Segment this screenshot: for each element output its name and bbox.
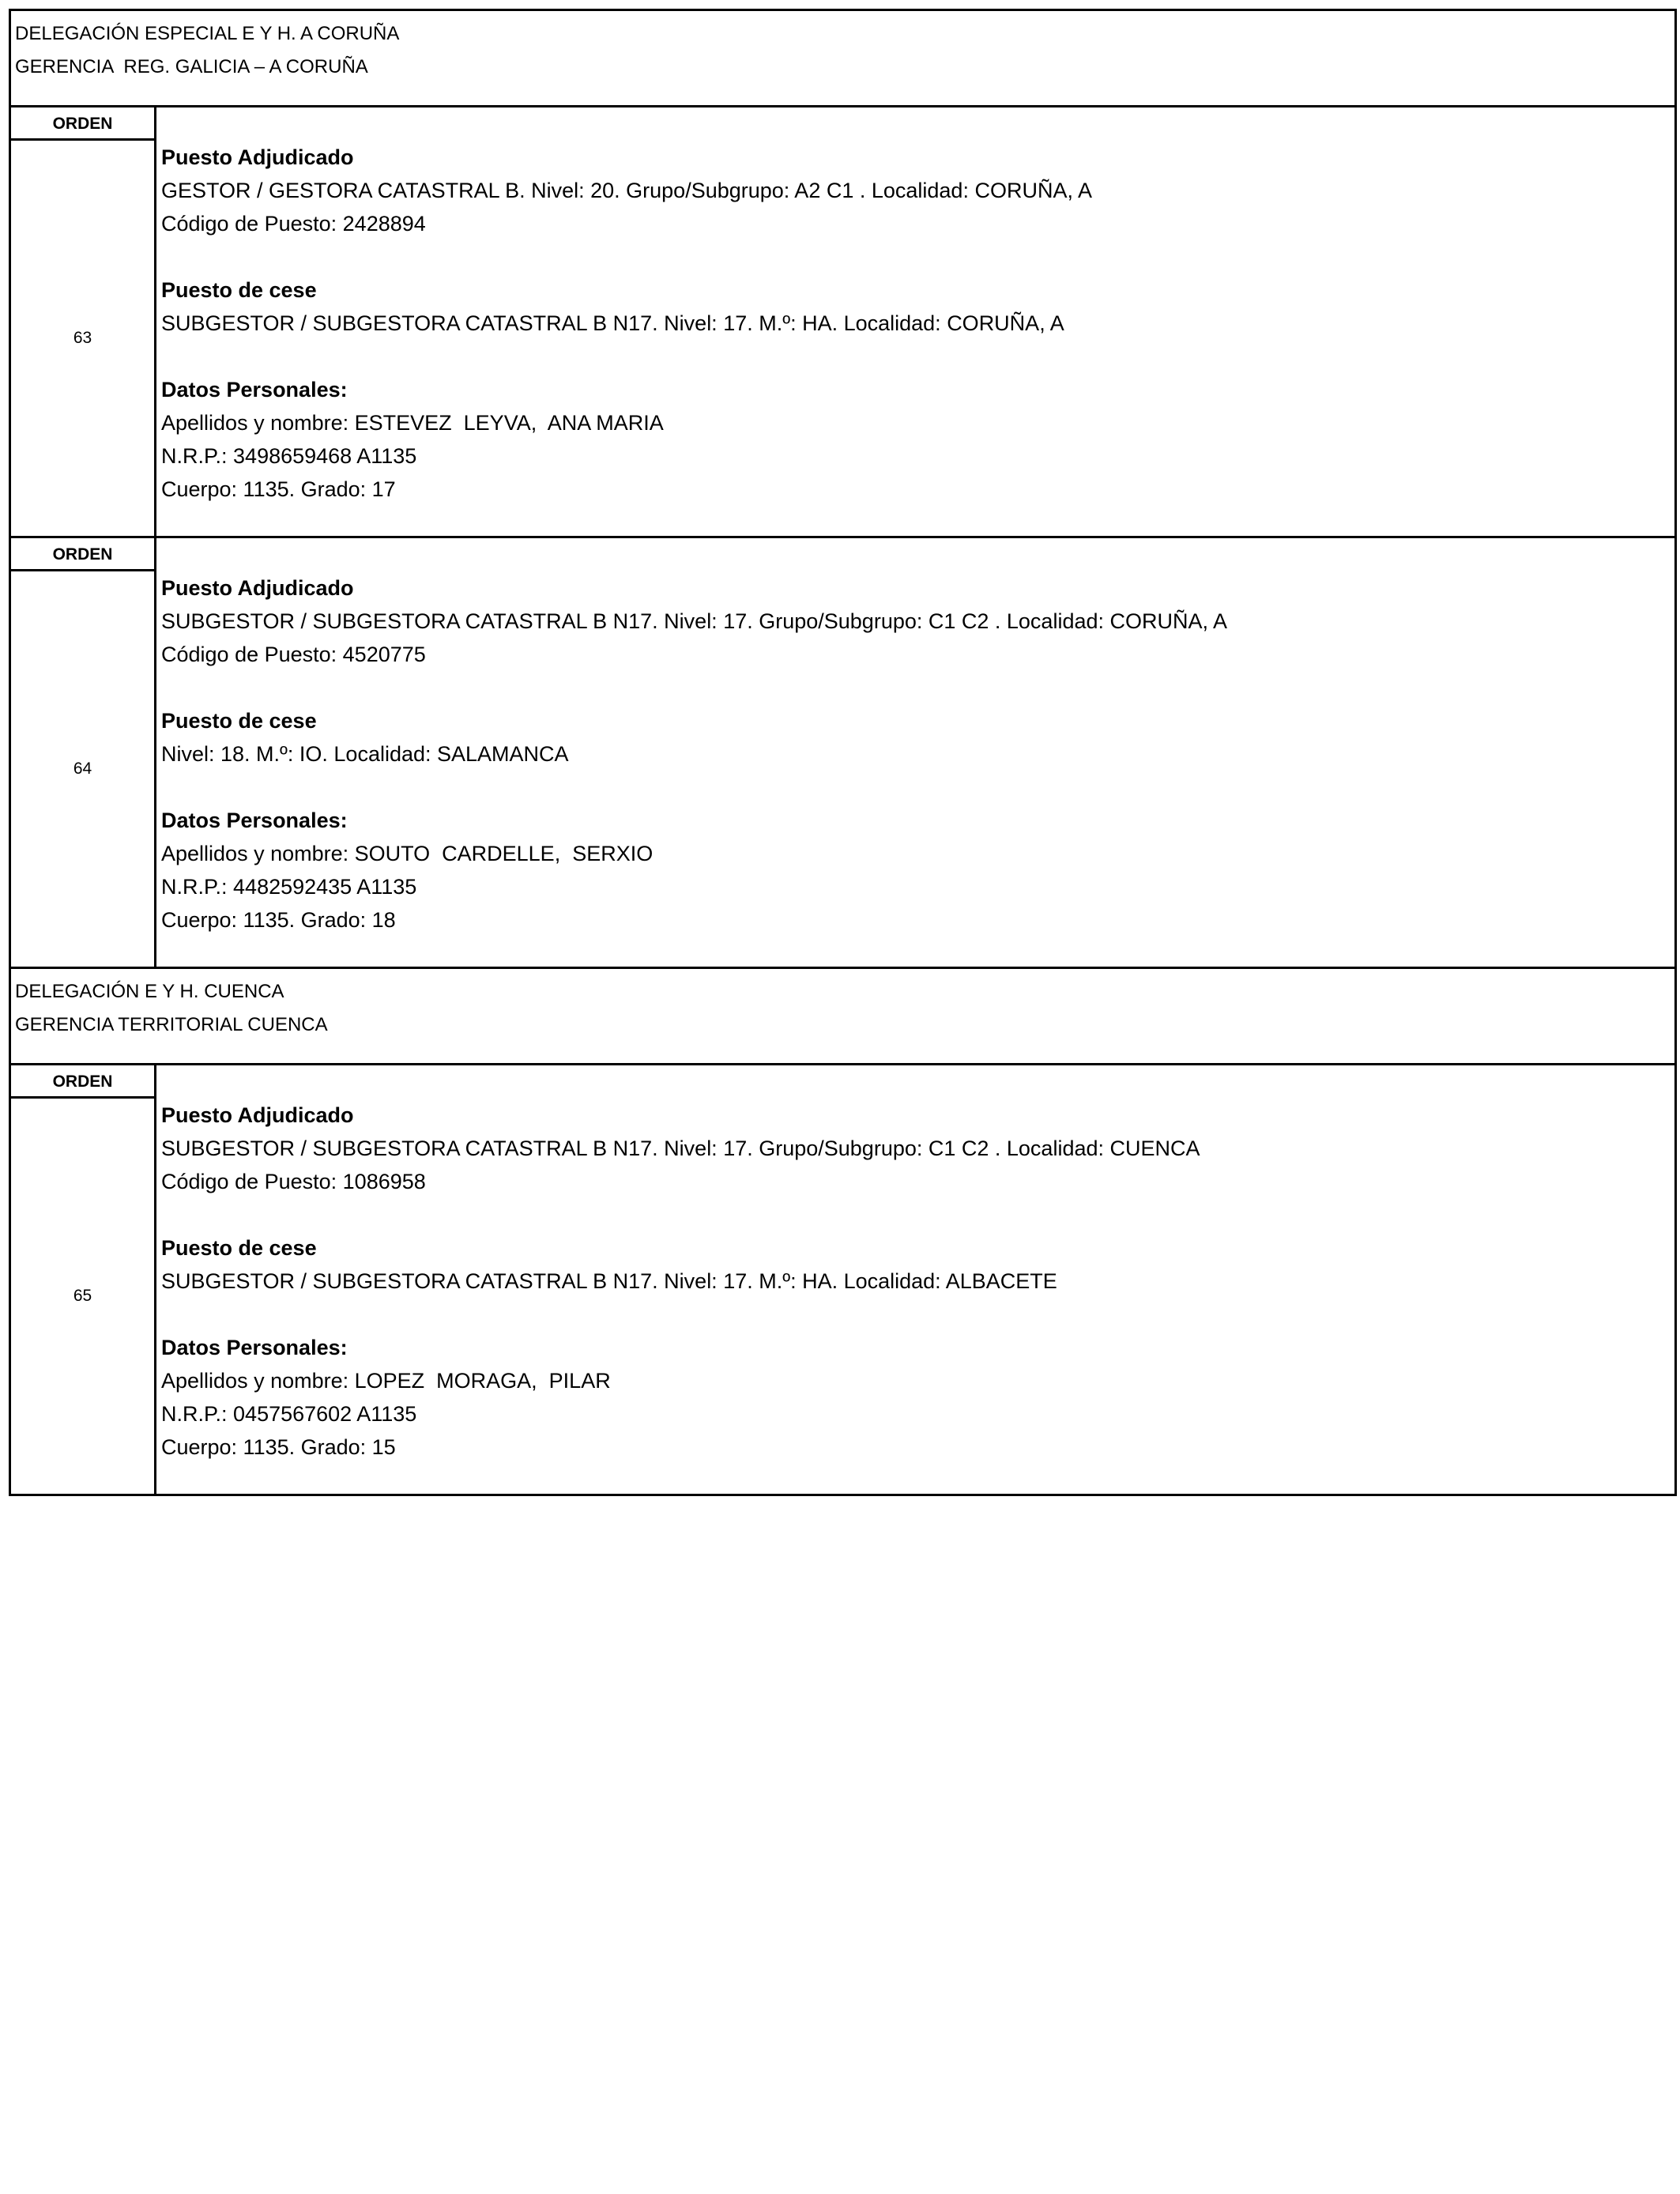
entry-details: [156, 107, 1674, 536]
entry-details: [156, 1065, 1674, 1494]
cuerpo-grado: Cuerpo: 1135. Grado: 17: [161, 477, 396, 501]
orden-label: ORDEN: [11, 538, 154, 571]
apellidos-nombre: Apellidos y nombre: SOUTO CARDELLE, SERXIO: [161, 842, 654, 865]
datos-personales-title: Datos Personales:: [161, 1336, 348, 1359]
orden-column: [11, 107, 156, 536]
nrp: N.R.P.: 4482592435 A1135: [161, 875, 417, 899]
cuerpo-grado: Cuerpo: 1135. Grado: 18: [161, 908, 396, 932]
cuerpo-grado: Cuerpo: 1135. Grado: 15: [161, 1435, 396, 1459]
codigo-puesto: Código de Puesto: 4520775: [161, 643, 426, 666]
puesto-adjudicado-title: Puesto Adjudicado: [161, 145, 354, 169]
puesto-cese-line: SUBGESTOR / SUBGESTORA CATASTRAL B N17. Nivel: 17. M.º: HA. Localidad: ALBACETE: [161, 1269, 1057, 1293]
puesto-cese-title: Puesto de cese: [161, 709, 317, 733]
puesto-adjudicado-line: SUBGESTOR / SUBGESTORA CATASTRAL B N17. Nivel: 17. Grupo/Subgrupo: C1 C2 . Localidad: CORUÑA, A: [161, 609, 1228, 633]
entry-row: [11, 1065, 1674, 1496]
gerencia-line: GERENCIA TERRITORIAL CUENCA: [15, 1014, 328, 1035]
codigo-puesto: Código de Puesto: 1086958: [161, 1170, 426, 1193]
nrp: N.R.P.: 3498659468 A1135: [161, 444, 417, 468]
nrp: N.R.P.: 0457567602 A1135: [161, 1402, 417, 1426]
puesto-adjudicado-line: SUBGESTOR / SUBGESTORA CATASTRAL B N17. Nivel: 17. Grupo/Subgrupo: C1 C2 . Localidad: CUENCA: [161, 1137, 1200, 1160]
puesto-cese-line: SUBGESTOR / SUBGESTORA CATASTRAL B N17. Nivel: 17. M.º: HA. Localidad: CORUÑA, A: [161, 311, 1064, 335]
codigo-puesto: Código de Puesto: 2428894: [161, 212, 426, 236]
puesto-adjudicado-title: Puesto Adjudicado: [161, 576, 354, 600]
delegacion-line: DELEGACIÓN ESPECIAL E Y H. A CORUÑA: [15, 23, 400, 44]
entry-details: [156, 538, 1674, 967]
entry-row: [11, 107, 1674, 538]
orden-number: 64: [73, 760, 92, 778]
orden-column: [11, 538, 156, 967]
apellidos-nombre: Apellidos y nombre: ESTEVEZ LEYVA, ANA MARIA: [161, 411, 664, 435]
group-header: [11, 11, 1674, 107]
orden-number: 65: [73, 1287, 92, 1305]
puesto-adjudicado-line: GESTOR / GESTORA CATASTRAL B. Nivel: 20. Grupo/Subgrupo: A2 C1 . Localidad: CORUÑA, A: [161, 179, 1092, 202]
datos-personales-title: Datos Personales:: [161, 809, 348, 832]
orden-label: ORDEN: [11, 1065, 154, 1099]
puesto-cese-title: Puesto de cese: [161, 278, 317, 302]
entry-row: [11, 538, 1674, 969]
gerencia-line: GERENCIA REG. GALICIA – A CORUÑA: [15, 56, 368, 77]
puesto-cese-title: Puesto de cese: [161, 1236, 317, 1260]
puesto-adjudicado-title: Puesto Adjudicado: [161, 1103, 354, 1127]
orden-number: 63: [73, 329, 92, 347]
orden-label: ORDEN: [11, 107, 154, 141]
apellidos-nombre: Apellidos y nombre: LOPEZ MORAGA, PILAR: [161, 1369, 611, 1393]
datos-personales-title: Datos Personales:: [161, 378, 348, 401]
document-table: [9, 9, 1677, 1496]
delegacion-line: DELEGACIÓN E Y H. CUENCA: [15, 981, 284, 1002]
group-header: [11, 969, 1674, 1065]
orden-column: [11, 1065, 156, 1494]
puesto-cese-line: Nivel: 18. M.º: IO. Localidad: SALAMANCA: [161, 742, 569, 766]
